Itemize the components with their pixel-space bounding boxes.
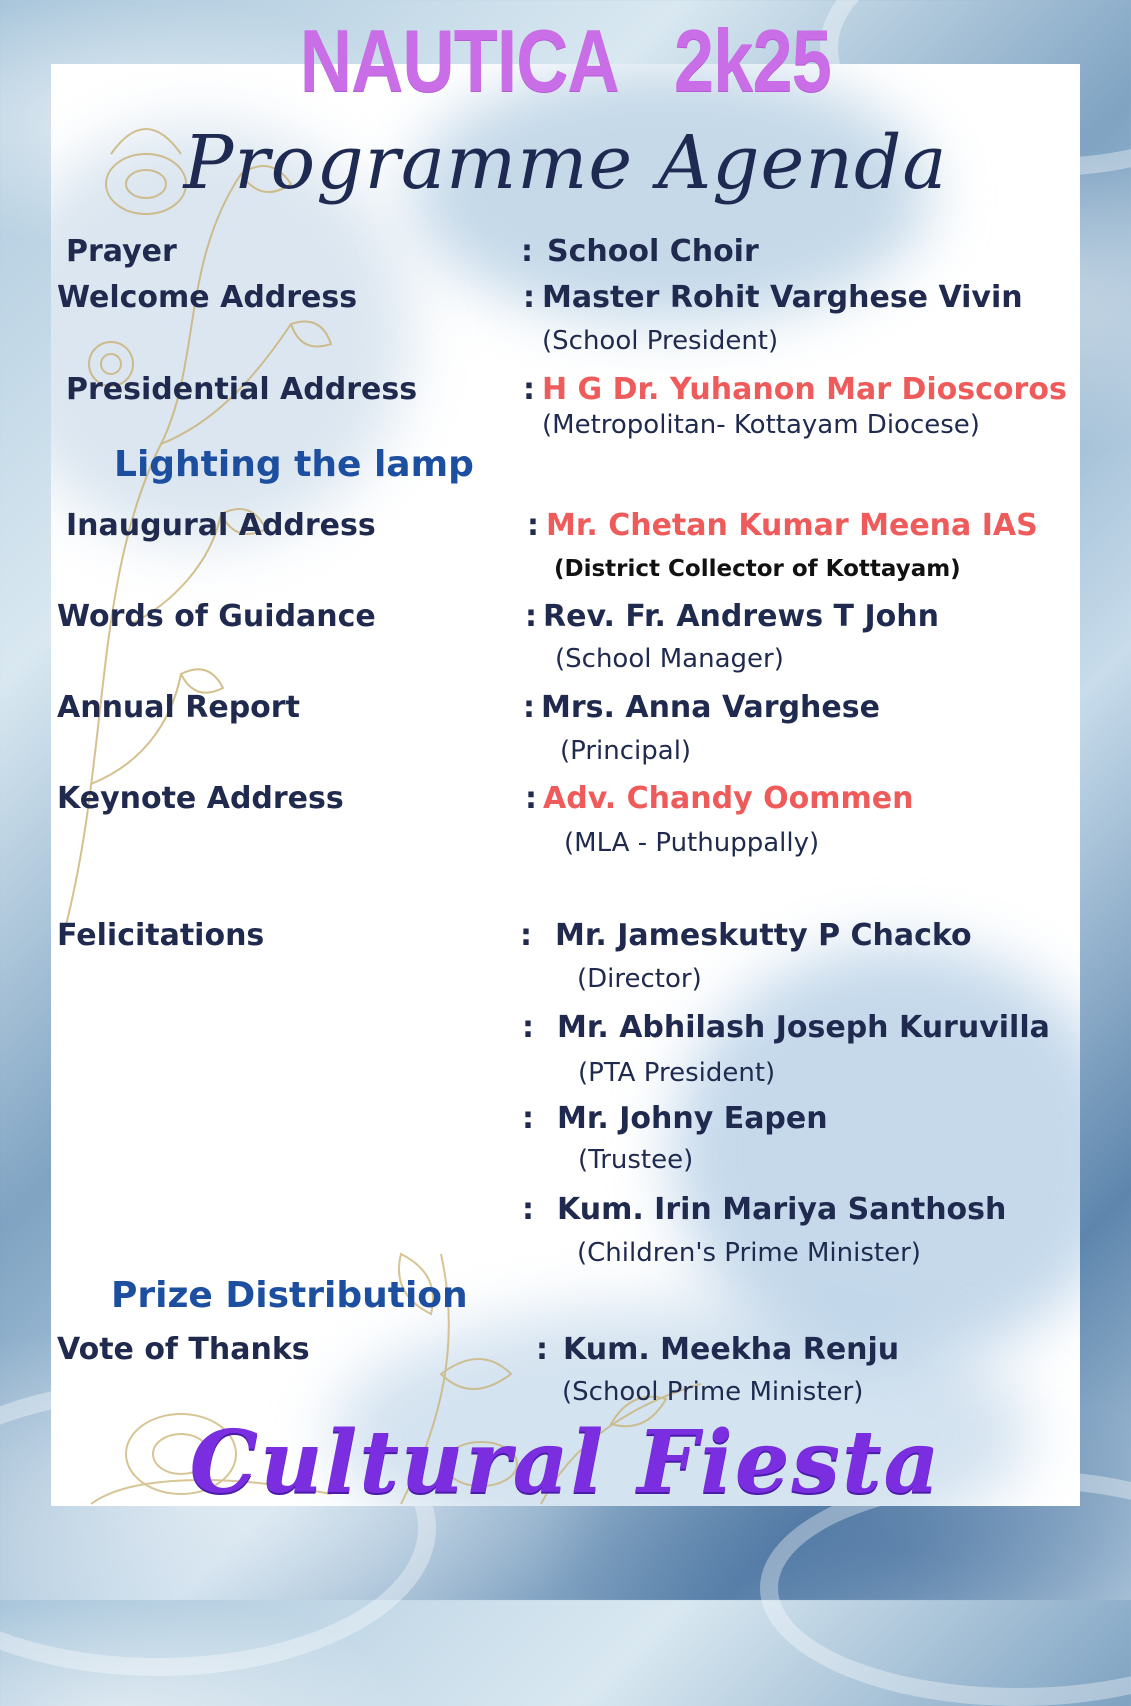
agenda-label-vote-of-thanks: Vote of Thanks <box>57 1332 310 1367</box>
heading-prize-distribution: Prize Distribution <box>111 1275 468 1316</box>
separator-colon: : <box>523 372 535 407</box>
programme-agenda-title: Programme Agenda <box>183 120 948 206</box>
event-title: NAUTICA 2k25 <box>299 11 832 110</box>
felicitation-role: (Trustee) <box>578 1145 694 1175</box>
felicitation-speaker: Mr. Jameskutty P Chacko <box>555 918 972 953</box>
agenda-note-welcome: (School President) <box>542 326 779 356</box>
agenda-value-vote-of-thanks: Kum. Meekha Renju <box>563 1332 900 1367</box>
separator-colon: : <box>520 918 532 953</box>
agenda-label-prayer: Prayer <box>66 234 177 269</box>
felicitation-role: (Director) <box>577 964 702 994</box>
agenda-label-keynote: Keynote Address <box>57 781 344 816</box>
agenda-note-inaugural: (District Collector of Kottayam) <box>554 556 961 582</box>
agenda-note-presidential: (Metropolitan- Kottayam Diocese) <box>542 410 980 440</box>
agenda-value-presidential: H G Dr. Yuhanon Mar Dioscoros <box>542 372 1067 407</box>
separator-colon: : <box>525 599 537 634</box>
felicitation-role: (Children's Prime Minister) <box>577 1238 921 1268</box>
separator-colon: : <box>527 508 539 543</box>
heading-lighting-lamp: Lighting the lamp <box>114 444 474 485</box>
agenda-note-guidance: (School Manager) <box>555 644 784 674</box>
separator-colon: : <box>522 1101 534 1136</box>
agenda-label-guidance: Words of Guidance <box>57 599 376 634</box>
felicitation-speaker: Mr. Johny Eapen <box>557 1101 828 1136</box>
felicitation-speaker: Kum. Irin Mariya Santhosh <box>557 1192 1007 1227</box>
separator-colon: : <box>522 1192 534 1227</box>
separator-colon: : <box>525 781 537 816</box>
agenda-value-welcome: Master Rohit Varghese Vivin <box>542 280 1023 315</box>
cultural-fiesta-title: Cultural Fiesta <box>189 1412 942 1513</box>
separator-colon: : <box>536 1332 548 1367</box>
agenda-label-welcome: Welcome Address <box>57 280 358 315</box>
agenda-note-annual-report: (Principal) <box>560 736 692 766</box>
agenda-note-vote-of-thanks: (School Prime Minister) <box>562 1377 864 1407</box>
agenda-value-prayer: School Choir <box>547 234 759 269</box>
agenda-label-inaugural: Inaugural Address <box>66 508 376 543</box>
agenda-value-keynote: Adv. Chandy Oommen <box>543 781 914 816</box>
agenda-value-guidance: Rev. Fr. Andrews T John <box>543 599 939 634</box>
felicitation-speaker: Mr. Abhilash Joseph Kuruvilla <box>557 1010 1050 1045</box>
separator-colon: : <box>521 234 533 269</box>
separator-colon: : <box>523 690 535 725</box>
agenda-value-annual-report: Mrs. Anna Varghese <box>541 690 880 725</box>
separator-colon: : <box>522 1010 534 1045</box>
agenda-value-inaugural: Mr. Chetan Kumar Meena IAS <box>546 508 1038 543</box>
agenda-label-annual-report: Annual Report <box>57 690 300 725</box>
agenda-label-presidential: Presidential Address <box>66 372 418 407</box>
felicitation-role: (PTA President) <box>578 1058 776 1088</box>
agenda-label-felicitations: Felicitations <box>57 918 265 953</box>
separator-colon: : <box>523 280 535 315</box>
agenda-note-keynote: (MLA - Puthuppally) <box>564 828 820 858</box>
